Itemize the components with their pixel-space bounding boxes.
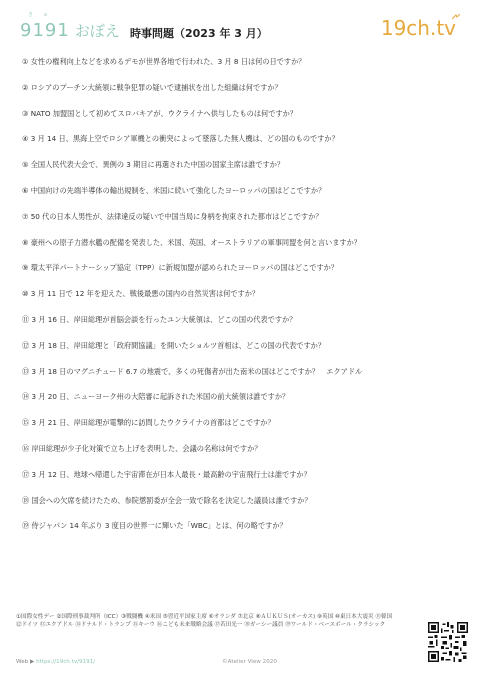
- logo-ruby: きゅ: [28, 12, 59, 18]
- qr-code[interactable]: [428, 622, 468, 662]
- question-item: ⑮ 3 月 21 日、岸田総理が電撃的に訪問したウクライナの首都はどこですか？: [22, 418, 275, 428]
- logo-number: [20, 12, 70, 41]
- question-item: ⑬ 3 月 18 日のマグニチュード 6.7 の地震で、多くの死傷者が出た南米の国はどこですか？ エクアドル: [22, 366, 363, 376]
- question-item: ⑱ 国会への欠席を続けたため、参院懲罰委が全会一致で除名を決定した議員は誰ですか？: [22, 495, 312, 505]
- logo-kana: おぼえ: [74, 22, 120, 40]
- question-item: ⑨ 環太平洋パートナーシップ協定（TPP）に新規加盟が認められたヨーロッパの国はどこですか？: [22, 263, 339, 273]
- logo: [20, 12, 120, 41]
- logo-number-text: 9191: [20, 20, 70, 41]
- question-item: ① 女性の権利向上などを求めるデモが世界各地で行われた、3 月 8 日は何の日ですか？: [22, 57, 306, 66]
- copyright: ©Atelier View 2020: [222, 659, 277, 665]
- question-list: [22, 56, 462, 546]
- question-item: ⑪ 3 月 16 日、岸田総理が首脳会談を行ったユン大統領は、どこの国の代表ですか？: [22, 314, 297, 324]
- footer: [16, 659, 95, 665]
- site-link[interactable]: https://19ch.tv/9191/: [36, 659, 96, 665]
- question-item: ④ 3 月 14 日、黒海上空でロシア軍機との衝突によって墜落した無人機は、どの国のものですか？: [22, 134, 339, 144]
- answer-line: ①国際女性デー ②国際刑事裁判所（ICC）③戦闘機 ④米国 ⑤習近平国家主席 ⑥オランダ ⑦北京 ⑧ＡＵＫＵＳ(オーカス) ⑨英国 ⑩東日本大震災 ⑪韓国: [16, 614, 393, 620]
- question-item: ⑲ 侍ジャパン 14 年ぶり 3 度目の世界一に輝いた「WBC」とは、何の略ですか？: [22, 521, 287, 531]
- page-title: 時事問題（2023 年 3 月）: [130, 27, 268, 40]
- answer-key: [16, 613, 466, 629]
- question-item: ⑩ 3 月 11 日で 12 年を迎えた、戦後最悪の国内の自然災害は何ですか？: [22, 289, 260, 299]
- question-item: ⑦ 50 代の日本人男性が、法律違反の疑いで中国当局に身柄を拘束された都市はどこですか？: [22, 211, 323, 221]
- question-item: ⑯ 岸田総理が少子化対策で立ち上げを表明した、会議の名称は何ですか？: [22, 443, 262, 453]
- question-item: ⑤ 全国人民代表大会で、異例の 3 期目に再選された中国の国家主席は誰ですか？: [22, 160, 285, 170]
- brand-logo: 19ch.tv: [380, 16, 456, 40]
- question-item: ⑧ 豪州への原子力潜水艦の配備を発表した、米国、英国、オーストラリアの軍事同盟を何と言いますか？: [22, 237, 361, 247]
- question-item: ③ NATO 加盟国として初めてスロバキアが、ウクライナへ供与したものは何ですか？: [22, 108, 297, 118]
- spark-icon: [452, 14, 460, 20]
- question-item: ⑰ 3 月 12 日、地球へ帰還した宇宙滞在が日本人最長・最高齢の宇宙飛行士は誰ですか？: [22, 469, 311, 479]
- question-item: ② ロシアのプーチン大統領に戦争犯罪の疑いで逮捕状を出した組織は何ですか？: [22, 82, 282, 92]
- question-item: ⑭ 3 月 20 日、ニューヨーク州の大陪審に起訴された米国の前大統領は誰ですか？: [22, 392, 290, 402]
- question-item: ⑫ 3 月 18 日、岸田総理と「政府間協議」を開いたショルツ首相は、どこの国の代表ですか？: [22, 340, 326, 350]
- question-item: ⑥ 中国向けの先端半導体の輸出規制を、米国に続いて強化したヨーロッパの国はどこですか？: [22, 185, 326, 195]
- web-label: Web ▶: [16, 659, 35, 665]
- header: [0, 0, 480, 50]
- answer-line: ⑫ドイツ ⑬エクアドル ⑭ドナルド・トランプ ⑮キーウ ⑯こども未来戦略会議 ⑰若田光一 ⑱ガーシー議員 ⑲ワールド・ベースボール・クラシック: [16, 622, 386, 628]
